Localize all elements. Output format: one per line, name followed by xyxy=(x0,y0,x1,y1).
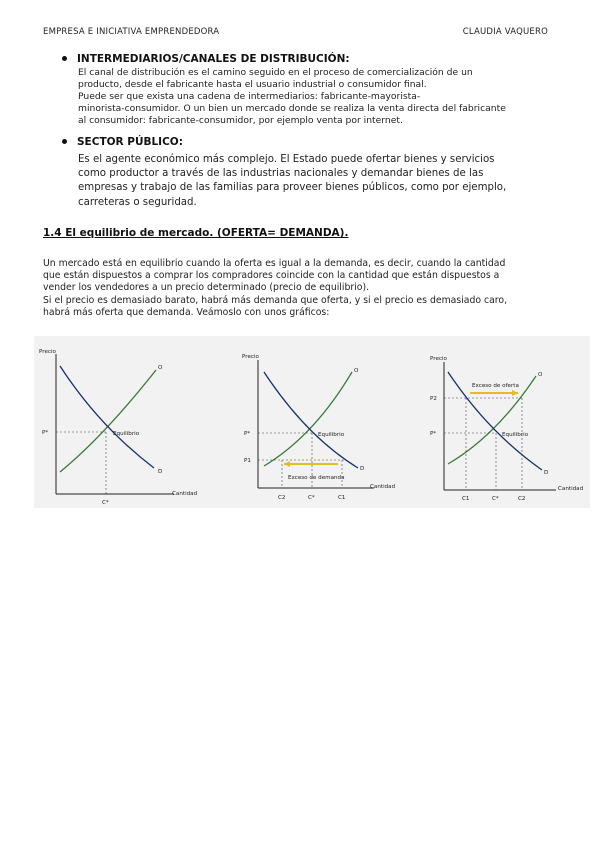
quantity-label: C2 xyxy=(278,495,286,501)
text-line: Es el agente económico más complejo. El Estado puede ofertar bienes y servicios xyxy=(78,154,495,165)
text-line: que están dispuestos a comprar los compradores coincide con la cantidad que están dispuestos a xyxy=(43,270,500,282)
sector-publico-heading xyxy=(62,136,183,148)
sector-publico-title: SECTOR PÚBLICO: xyxy=(77,136,183,148)
text-line: carreteras o seguridad. xyxy=(78,196,197,208)
supply-label: O xyxy=(158,365,163,371)
supply-demand-figure xyxy=(34,336,590,508)
intermediarios-paragraph xyxy=(78,67,548,127)
y-axis-label: Precio xyxy=(242,354,259,360)
graph-equilibrium xyxy=(34,336,214,508)
graph-excess-supply xyxy=(426,336,590,508)
demand-label: D xyxy=(158,469,163,475)
y-axis-label: Precio xyxy=(39,349,56,355)
text-line: habrá más oferta que demanda. Veámoslo con unos gráficos: xyxy=(43,306,330,318)
quantity-label: C2 xyxy=(518,496,526,502)
equilibrium-quantity-label: C* xyxy=(102,500,109,506)
equilibrium-price-label: P* xyxy=(430,431,437,437)
equilibrium-label: Equilibrio xyxy=(318,432,345,438)
text-line: producto, desde el fabricante hasta el usuario industrial o consumidor final. xyxy=(78,79,427,90)
quantity-label: C* xyxy=(492,496,499,502)
x-axis-label: Cantidad xyxy=(558,486,584,492)
excess-supply-label: Exceso de oferta xyxy=(472,383,519,389)
equilibrium-price-label: P* xyxy=(42,430,49,436)
y-axis-label: Precio xyxy=(430,356,447,362)
x-axis-label: Cantidad xyxy=(172,491,198,497)
header-author: CLAUDIA VAQUERO xyxy=(462,27,548,37)
supply-label: O xyxy=(354,368,359,374)
quantity-label: C1 xyxy=(462,496,470,502)
price-p1-label: P1 xyxy=(244,458,251,464)
demand-label: D xyxy=(360,466,365,472)
section-title: 1.4 El equilibrio de mercado. (OFERTA= DEMANDA). xyxy=(43,227,349,239)
intermediarios-title: INTERMEDIARIOS/CANALES DE DISTRIBUCIÓN: xyxy=(77,53,350,65)
text-line: Un mercado está en equilibrio cuando la oferta es igual a la demanda, es decir, cuando la cantidad xyxy=(43,258,506,269)
bullet-icon xyxy=(62,139,67,144)
supply-label: O xyxy=(538,372,543,378)
quantity-label: C* xyxy=(308,495,315,501)
text-line: Puede ser que exista una cadena de intermediarios: fabricante-mayorista- xyxy=(78,91,421,102)
equilibrium-label: Equilibrio xyxy=(502,432,529,438)
equilibrium-paragraph xyxy=(43,258,563,319)
excess-demand-label: Exceso de demanda xyxy=(288,475,345,481)
text-line: empresas y trabajo de las familias para proveer bienes públicos, como por ejemplo, xyxy=(78,182,507,194)
bullet-icon xyxy=(62,56,67,61)
equilibrium-label: Equilibrio xyxy=(113,431,140,437)
intermediarios-heading xyxy=(62,53,350,65)
text-line: minorista-consumidor. O un bien un mercado donde se realiza la venta directa del fabricante xyxy=(78,103,506,114)
text-line: como productor a través de las industrias nacionales y demandar bienes de las xyxy=(78,168,484,180)
graph-excess-demand xyxy=(234,336,414,508)
header-subject: EMPRESA E INICIATIVA EMPRENDEDORA xyxy=(43,27,220,37)
x-axis-label: Cantidad xyxy=(370,484,396,490)
text-line: Si el precio es demasiado barato, habrá más demanda que oferta, y si el precio es demasiado caro, xyxy=(43,294,508,306)
price-p2-label: P2 xyxy=(430,396,437,402)
text-line: al consumidor: fabricante-consumidor, por ejemplo venta por internet. xyxy=(78,115,403,126)
demand-label: D xyxy=(544,470,549,476)
sector-publico-paragraph xyxy=(78,153,548,210)
equilibrium-price-label: P* xyxy=(244,431,251,437)
quantity-label: C1 xyxy=(338,495,346,501)
text-line: El canal de distribución es el camino seguido en el proceso de comercialización de un xyxy=(78,67,473,78)
text-line: vender los vendedores a un precio determinado (precio de equilibrio). xyxy=(43,282,370,294)
